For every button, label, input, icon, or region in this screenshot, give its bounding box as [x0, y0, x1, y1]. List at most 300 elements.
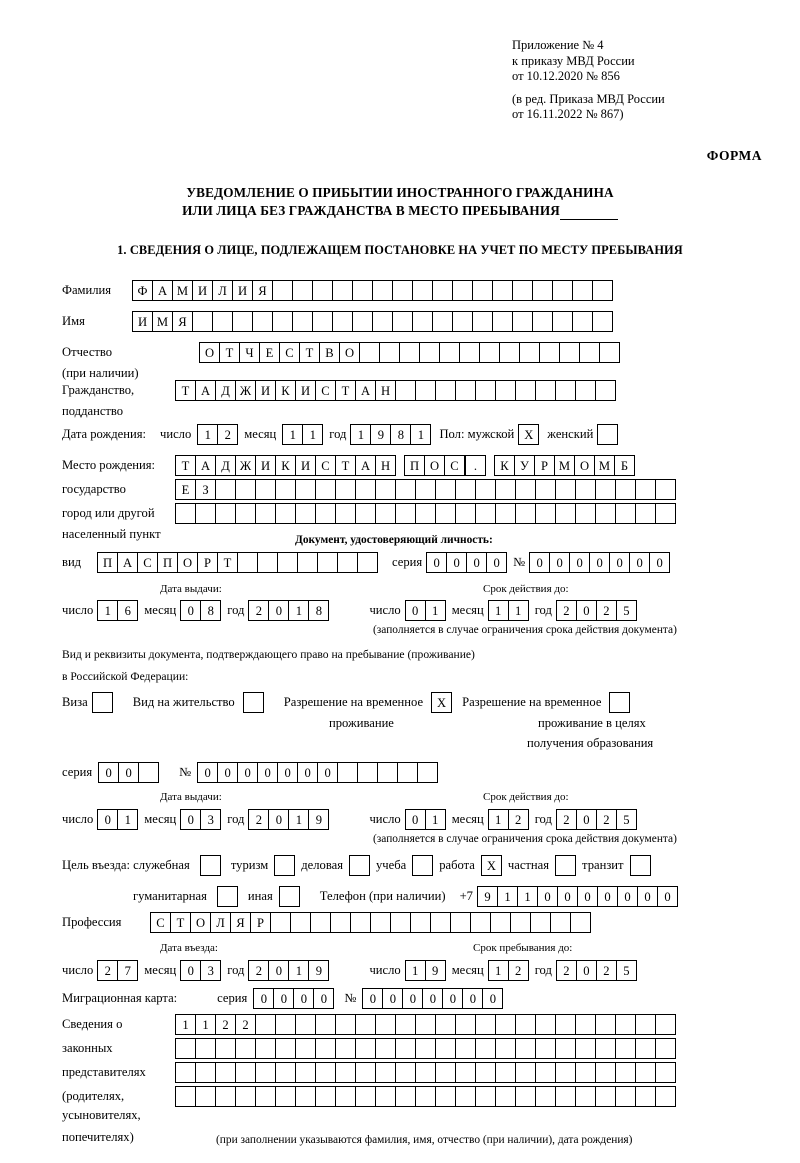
migration-number-input[interactable] — [362, 988, 503, 1009]
legal-rep-row2-cell[interactable] — [335, 1038, 356, 1059]
birth-place-row2-cell[interactable] — [615, 479, 636, 500]
birth-place-row3-cell[interactable] — [475, 503, 496, 524]
profession-cell[interactable] — [350, 912, 371, 933]
citizenship-cell[interactable]: Д — [215, 380, 236, 401]
legal-rep-row1-cell[interactable] — [635, 1014, 656, 1035]
issue-month-cell[interactable]: 8 — [200, 600, 221, 621]
surname-cell[interactable] — [292, 280, 313, 301]
legal-rep-row1-cell[interactable] — [495, 1014, 516, 1035]
birth-place-row3-cell[interactable] — [455, 503, 476, 524]
purpose-humanitarian-checkbox[interactable] — [217, 886, 238, 907]
doc-type-cell[interactable]: П — [157, 552, 178, 573]
birth-place-row2-cell[interactable] — [635, 479, 656, 500]
citizenship-cell[interactable] — [575, 380, 596, 401]
surname-cell[interactable]: А — [152, 280, 173, 301]
surname-cell[interactable] — [372, 280, 393, 301]
valid-day-cell[interactable]: 0 — [405, 600, 426, 621]
birth-place-type-cell[interactable]: С — [444, 455, 465, 476]
surname-cell[interactable] — [592, 280, 613, 301]
surname-cell[interactable]: М — [172, 280, 193, 301]
legal-rep-row2-cell[interactable] — [515, 1038, 536, 1059]
legal-rep-row3-cell[interactable] — [395, 1062, 416, 1083]
surname-cell[interactable] — [312, 280, 333, 301]
permit-valid-day-input[interactable] — [405, 809, 446, 830]
legal-rep-row2-cell[interactable] — [475, 1038, 496, 1059]
patronymic-cell[interactable]: Е — [259, 342, 280, 363]
legal-rep-row2-cell[interactable] — [615, 1038, 636, 1059]
permit-issue-day-input[interactable] — [97, 809, 138, 830]
birth-place-row3-cell[interactable] — [615, 503, 636, 524]
entry-day-input[interactable] — [97, 960, 138, 981]
name-cell[interactable] — [352, 311, 373, 332]
birth-place-city-cell[interactable]: К — [494, 455, 515, 476]
doc-valid-month-input[interactable] — [488, 600, 529, 621]
surname-cell[interactable] — [452, 280, 473, 301]
profession-cell[interactable] — [510, 912, 531, 933]
migration-number-cell[interactable]: 0 — [382, 988, 403, 1009]
legal-rep-row2-cell[interactable] — [195, 1038, 216, 1059]
legal-rep-row1-cell[interactable] — [575, 1014, 596, 1035]
legal-rep-row1-cell[interactable] — [655, 1014, 676, 1035]
birth-place-country-cell[interactable]: И — [295, 455, 316, 476]
surname-cell[interactable] — [392, 280, 413, 301]
legal-rep-row3-cell[interactable] — [335, 1062, 356, 1083]
doc-type-cell[interactable]: С — [137, 552, 158, 573]
edu-residence-checkbox[interactable] — [609, 692, 630, 713]
surname-cell[interactable]: Я — [252, 280, 273, 301]
doc-series-input[interactable] — [426, 552, 507, 573]
purpose-service-checkbox[interactable] — [200, 855, 221, 876]
surname-cell[interactable] — [272, 280, 293, 301]
birth-place-row2-cell[interactable] — [415, 479, 436, 500]
birth-place-row3-cell[interactable] — [215, 503, 236, 524]
legal-rep-row4-cell[interactable] — [275, 1086, 296, 1107]
permit-valid-year-input[interactable] — [556, 809, 637, 830]
citizenship-cell[interactable] — [435, 380, 456, 401]
patronymic-cell[interactable]: О — [339, 342, 360, 363]
doc-type-cell[interactable] — [337, 552, 358, 573]
name-cell[interactable] — [412, 311, 433, 332]
legal-rep-row4-cell[interactable] — [575, 1086, 596, 1107]
surname-cell[interactable] — [572, 280, 593, 301]
legal-rep-row2-cell[interactable] — [395, 1038, 416, 1059]
stay-year-cell[interactable]: 2 — [556, 960, 577, 981]
name-cell[interactable] — [512, 311, 533, 332]
birth-place-row2-cell[interactable] — [275, 479, 296, 500]
migration-series-cell[interactable]: 0 — [313, 988, 334, 1009]
legal-rep-row3-cell[interactable] — [595, 1062, 616, 1083]
valid-year-cell[interactable]: 2 — [596, 600, 617, 621]
birth-place-type-cell[interactable]: О — [424, 455, 445, 476]
legal-rep-row2-cell[interactable] — [455, 1038, 476, 1059]
birth-month-cell[interactable]: 1 — [282, 424, 303, 445]
birth-year-cell[interactable]: 9 — [370, 424, 391, 445]
legal-rep-row1-cell[interactable] — [335, 1014, 356, 1035]
entry-month-cell[interactable]: 3 — [200, 960, 221, 981]
birth-place-row3-cell[interactable] — [575, 503, 596, 524]
patronymic-cell[interactable] — [499, 342, 520, 363]
permit-number-cell[interactable]: 0 — [197, 762, 218, 783]
migration-number-cell[interactable]: 0 — [402, 988, 423, 1009]
stay-day-cell[interactable]: 9 — [425, 960, 446, 981]
name-cell[interactable] — [552, 311, 573, 332]
birth-place-row2-cell[interactable] — [435, 479, 456, 500]
purpose-tourism-checkbox[interactable] — [274, 855, 295, 876]
name-cell[interactable] — [592, 311, 613, 332]
stay-day-input[interactable] — [405, 960, 446, 981]
name-cell[interactable] — [272, 311, 293, 332]
permit-number-cell[interactable]: 0 — [257, 762, 278, 783]
birth-place-row2-input[interactable] — [175, 479, 676, 500]
valid-year-cell[interactable]: 5 — [616, 600, 637, 621]
permit-valid-year-cell[interactable]: 2 — [596, 809, 617, 830]
birth-place-row3-cell[interactable] — [495, 503, 516, 524]
stay-year-cell[interactable]: 0 — [576, 960, 597, 981]
birth-place-row3-cell[interactable] — [375, 503, 396, 524]
legal-rep-row3-cell[interactable] — [255, 1062, 276, 1083]
legal-rep-row1-cell[interactable] — [375, 1014, 396, 1035]
doc-valid-year-input[interactable] — [556, 600, 637, 621]
legal-rep-row2-cell[interactable] — [375, 1038, 396, 1059]
name-cell[interactable]: Я — [172, 311, 193, 332]
birth-place-row2-cell[interactable] — [395, 479, 416, 500]
birth-place-row3-cell[interactable] — [175, 503, 196, 524]
legal-rep-row4-cell[interactable] — [175, 1086, 196, 1107]
legal-rep-row3-cell[interactable] — [195, 1062, 216, 1083]
citizenship-cell[interactable] — [535, 380, 556, 401]
birth-place-row2-cell[interactable]: З — [195, 479, 216, 500]
name-cell[interactable] — [392, 311, 413, 332]
legal-rep-row1-cell[interactable]: 1 — [195, 1014, 216, 1035]
patronymic-cell[interactable] — [519, 342, 540, 363]
legal-rep-row3-cell[interactable] — [315, 1062, 336, 1083]
permit-issue-month-input[interactable] — [180, 809, 221, 830]
name-cell[interactable] — [572, 311, 593, 332]
birth-day-cell[interactable]: 1 — [197, 424, 218, 445]
surname-cell[interactable]: И — [232, 280, 253, 301]
citizenship-input[interactable] — [175, 380, 616, 401]
name-input[interactable] — [132, 311, 613, 332]
citizenship-cell[interactable] — [595, 380, 616, 401]
surname-cell[interactable] — [492, 280, 513, 301]
phone-cell[interactable]: 0 — [597, 886, 618, 907]
stay-month-input[interactable] — [488, 960, 529, 981]
profession-cell[interactable] — [390, 912, 411, 933]
entry-day-cell[interactable]: 2 — [97, 960, 118, 981]
permit-issue-year-cell[interactable]: 1 — [288, 809, 309, 830]
doc-issue-month-input[interactable] — [180, 600, 221, 621]
patronymic-cell[interactable]: Т — [219, 342, 240, 363]
surname-cell[interactable]: Ф — [132, 280, 153, 301]
legal-rep-row4-cell[interactable] — [435, 1086, 456, 1107]
valid-day-cell[interactable]: 1 — [425, 600, 446, 621]
birth-month-input[interactable] — [282, 424, 323, 445]
citizenship-cell[interactable] — [455, 380, 476, 401]
doc-series-cell[interactable]: 0 — [426, 552, 447, 573]
sex-female-checkbox[interactable] — [597, 424, 618, 445]
legal-rep-row1-cell[interactable] — [255, 1014, 276, 1035]
birth-place-country-cell[interactable]: Н — [375, 455, 396, 476]
legal-rep-row4-cell[interactable] — [235, 1086, 256, 1107]
permit-number-cell[interactable]: 0 — [217, 762, 238, 783]
legal-rep-row2-cell[interactable] — [175, 1038, 196, 1059]
birth-place-country-cell[interactable]: И — [255, 455, 276, 476]
birth-place-row2-cell[interactable]: Е — [175, 479, 196, 500]
stay-month-cell[interactable]: 2 — [508, 960, 529, 981]
legal-rep-row3-cell[interactable] — [455, 1062, 476, 1083]
patronymic-cell[interactable]: О — [199, 342, 220, 363]
citizenship-cell[interactable] — [555, 380, 576, 401]
birth-place-row2-cell[interactable] — [495, 479, 516, 500]
phone-cell[interactable]: 0 — [657, 886, 678, 907]
permit-number-cell[interactable]: 0 — [237, 762, 258, 783]
permit-issue-day-cell[interactable]: 0 — [97, 809, 118, 830]
legal-rep-row4-input[interactable] — [175, 1086, 676, 1107]
birth-place-row3-cell[interactable] — [435, 503, 456, 524]
legal-rep-row3-cell[interactable] — [655, 1062, 676, 1083]
permit-series-cell[interactable]: 0 — [118, 762, 139, 783]
legal-rep-row2-cell[interactable] — [635, 1038, 656, 1059]
legal-rep-row4-cell[interactable] — [535, 1086, 556, 1107]
birth-place-country-cell[interactable]: Т — [175, 455, 196, 476]
stay-year-cell[interactable]: 5 — [616, 960, 637, 981]
birth-place-row3-cell[interactable] — [555, 503, 576, 524]
permit-number-cell[interactable]: 0 — [317, 762, 338, 783]
visa-checkbox[interactable] — [92, 692, 113, 713]
legal-rep-row1-cell[interactable] — [615, 1014, 636, 1035]
birth-year-input[interactable] — [350, 424, 431, 445]
citizenship-cell[interactable]: И — [295, 380, 316, 401]
phone-cell[interactable]: 0 — [537, 886, 558, 907]
profession-cell[interactable] — [470, 912, 491, 933]
legal-rep-row2-cell[interactable] — [255, 1038, 276, 1059]
legal-rep-row2-cell[interactable] — [595, 1038, 616, 1059]
citizenship-cell[interactable] — [415, 380, 436, 401]
birth-place-row2-cell[interactable] — [515, 479, 536, 500]
birth-place-row2-cell[interactable] — [255, 479, 276, 500]
citizenship-cell[interactable] — [475, 380, 496, 401]
birth-year-cell[interactable]: 8 — [390, 424, 411, 445]
stay-year-input[interactable] — [556, 960, 637, 981]
patronymic-cell[interactable] — [419, 342, 440, 363]
permit-valid-day-cell[interactable]: 0 — [405, 809, 426, 830]
birth-place-row2-cell[interactable] — [295, 479, 316, 500]
profession-cell[interactable] — [330, 912, 351, 933]
legal-rep-row1-cell[interactable]: 1 — [175, 1014, 196, 1035]
name-cell[interactable] — [312, 311, 333, 332]
stay-day-cell[interactable]: 1 — [405, 960, 426, 981]
permit-number-input[interactable] — [197, 762, 438, 783]
doc-type-cell[interactable]: А — [117, 552, 138, 573]
legal-rep-row3-cell[interactable] — [235, 1062, 256, 1083]
doc-type-cell[interactable]: П — [97, 552, 118, 573]
birth-day-input[interactable] — [197, 424, 238, 445]
permit-issue-year-cell[interactable]: 2 — [248, 809, 269, 830]
legal-rep-row3-cell[interactable] — [275, 1062, 296, 1083]
purpose-other-checkbox[interactable] — [279, 886, 300, 907]
legal-rep-row2-cell[interactable] — [535, 1038, 556, 1059]
birth-day-cell[interactable]: 2 — [217, 424, 238, 445]
permit-valid-year-cell[interactable]: 0 — [576, 809, 597, 830]
legal-rep-row3-cell[interactable] — [435, 1062, 456, 1083]
name-cell[interactable]: И — [132, 311, 153, 332]
citizenship-cell[interactable] — [395, 380, 416, 401]
issue-day-cell[interactable]: 6 — [117, 600, 138, 621]
issue-year-cell[interactable]: 2 — [248, 600, 269, 621]
legal-rep-row3-cell[interactable] — [535, 1062, 556, 1083]
legal-rep-row1-cell[interactable] — [475, 1014, 496, 1035]
profession-cell[interactable]: Т — [170, 912, 191, 933]
residence-permit-checkbox[interactable] — [243, 692, 264, 713]
birth-place-row3-cell[interactable] — [235, 503, 256, 524]
permit-issue-month-cell[interactable]: 0 — [180, 809, 201, 830]
patronymic-cell[interactable] — [459, 342, 480, 363]
profession-cell[interactable] — [270, 912, 291, 933]
legal-rep-row2-cell[interactable] — [415, 1038, 436, 1059]
birth-place-row2-cell[interactable] — [315, 479, 336, 500]
legal-rep-row3-cell[interactable] — [295, 1062, 316, 1083]
legal-rep-row4-cell[interactable] — [595, 1086, 616, 1107]
migration-number-cell[interactable]: 0 — [442, 988, 463, 1009]
doc-issue-year-input[interactable] — [248, 600, 329, 621]
purpose-business-checkbox[interactable] — [349, 855, 370, 876]
migration-number-cell[interactable]: 0 — [362, 988, 383, 1009]
legal-rep-row3-cell[interactable] — [415, 1062, 436, 1083]
birth-year-cell[interactable]: 1 — [350, 424, 371, 445]
legal-rep-row4-cell[interactable] — [615, 1086, 636, 1107]
permit-number-cell[interactable] — [417, 762, 438, 783]
legal-rep-row2-cell[interactable] — [555, 1038, 576, 1059]
surname-cell[interactable] — [512, 280, 533, 301]
legal-rep-row1-cell[interactable] — [395, 1014, 416, 1035]
phone-cell[interactable]: 0 — [637, 886, 658, 907]
patronymic-cell[interactable] — [599, 342, 620, 363]
legal-rep-row2-cell[interactable] — [355, 1038, 376, 1059]
legal-rep-row3-cell[interactable] — [375, 1062, 396, 1083]
purpose-study-checkbox[interactable] — [412, 855, 433, 876]
legal-rep-row1-cell[interactable] — [555, 1014, 576, 1035]
citizenship-cell[interactable]: И — [255, 380, 276, 401]
profession-cell[interactable] — [450, 912, 471, 933]
birth-place-row2-cell[interactable] — [235, 479, 256, 500]
name-cell[interactable] — [192, 311, 213, 332]
profession-cell[interactable]: Л — [210, 912, 231, 933]
temp-residence-checkbox[interactable]: X — [431, 692, 452, 713]
permit-number-cell[interactable] — [357, 762, 378, 783]
birth-month-cell[interactable]: 1 — [302, 424, 323, 445]
purpose-private-checkbox[interactable] — [555, 855, 576, 876]
legal-rep-row2-cell[interactable] — [655, 1038, 676, 1059]
patronymic-cell[interactable] — [539, 342, 560, 363]
legal-rep-row3-cell[interactable] — [555, 1062, 576, 1083]
doc-type-cell[interactable] — [297, 552, 318, 573]
name-cell[interactable] — [332, 311, 353, 332]
birth-place-country-input[interactable] — [175, 455, 396, 476]
birth-place-row2-cell[interactable] — [355, 479, 376, 500]
purpose-transit-checkbox[interactable] — [630, 855, 651, 876]
legal-rep-row3-cell[interactable] — [495, 1062, 516, 1083]
entry-day-cell[interactable]: 7 — [117, 960, 138, 981]
patronymic-cell[interactable] — [359, 342, 380, 363]
stay-year-cell[interactable]: 2 — [596, 960, 617, 981]
permit-issue-month-cell[interactable]: 3 — [200, 809, 221, 830]
legal-rep-row4-cell[interactable] — [515, 1086, 536, 1107]
surname-cell[interactable] — [332, 280, 353, 301]
legal-rep-row3-cell[interactable] — [475, 1062, 496, 1083]
patronymic-input[interactable] — [199, 342, 620, 363]
surname-cell[interactable] — [472, 280, 493, 301]
name-cell[interactable] — [432, 311, 453, 332]
legal-rep-row4-cell[interactable] — [315, 1086, 336, 1107]
legal-rep-row4-cell[interactable] — [355, 1086, 376, 1107]
legal-rep-row3-cell[interactable] — [615, 1062, 636, 1083]
issue-year-cell[interactable]: 1 — [288, 600, 309, 621]
doc-number-input[interactable] — [529, 552, 670, 573]
birth-place-city-cell[interactable]: М — [554, 455, 575, 476]
legal-rep-row1-cell[interactable] — [535, 1014, 556, 1035]
doc-valid-day-input[interactable] — [405, 600, 446, 621]
sex-male-checkbox[interactable]: X — [518, 424, 539, 445]
profession-cell[interactable] — [310, 912, 331, 933]
name-cell[interactable] — [472, 311, 493, 332]
citizenship-cell[interactable] — [515, 380, 536, 401]
migration-series-cell[interactable]: 0 — [273, 988, 294, 1009]
birth-year-cell[interactable]: 1 — [410, 424, 431, 445]
legal-rep-row2-cell[interactable] — [495, 1038, 516, 1059]
patronymic-cell[interactable]: Ч — [239, 342, 260, 363]
patronymic-cell[interactable]: В — [319, 342, 340, 363]
permit-number-cell[interactable]: 0 — [297, 762, 318, 783]
issue-year-cell[interactable]: 8 — [308, 600, 329, 621]
migration-series-input[interactable] — [253, 988, 334, 1009]
legal-rep-row2-cell[interactable] — [315, 1038, 336, 1059]
patronymic-cell[interactable] — [579, 342, 600, 363]
legal-rep-row4-cell[interactable] — [255, 1086, 276, 1107]
doc-number-cell[interactable]: 0 — [609, 552, 630, 573]
doc-number-cell[interactable]: 0 — [529, 552, 550, 573]
entry-year-cell[interactable]: 1 — [288, 960, 309, 981]
profession-cell[interactable]: Я — [230, 912, 251, 933]
legal-rep-row4-cell[interactable] — [475, 1086, 496, 1107]
birth-place-city-cell[interactable]: Р — [534, 455, 555, 476]
birth-place-country-cell[interactable]: Д — [215, 455, 236, 476]
birth-place-row3-cell[interactable] — [515, 503, 536, 524]
name-cell[interactable]: М — [152, 311, 173, 332]
legal-rep-row3-input[interactable] — [175, 1062, 676, 1083]
name-cell[interactable] — [252, 311, 273, 332]
legal-rep-row1-cell[interactable] — [275, 1014, 296, 1035]
birth-place-dot-input[interactable] — [465, 455, 486, 476]
birth-place-dot-cell[interactable]: . — [465, 455, 486, 476]
legal-rep-row1-cell[interactable] — [595, 1014, 616, 1035]
legal-rep-row2-cell[interactable] — [215, 1038, 236, 1059]
valid-month-cell[interactable]: 1 — [508, 600, 529, 621]
legal-rep-row4-cell[interactable] — [495, 1086, 516, 1107]
doc-type-cell[interactable] — [317, 552, 338, 573]
citizenship-cell[interactable]: Н — [375, 380, 396, 401]
legal-rep-row1-cell[interactable] — [355, 1014, 376, 1035]
profession-cell[interactable] — [290, 912, 311, 933]
name-cell[interactable] — [532, 311, 553, 332]
citizenship-cell[interactable]: К — [275, 380, 296, 401]
legal-rep-row4-cell[interactable] — [195, 1086, 216, 1107]
legal-rep-row2-cell[interactable] — [235, 1038, 256, 1059]
permit-valid-month-cell[interactable]: 2 — [508, 809, 529, 830]
surname-cell[interactable] — [432, 280, 453, 301]
legal-rep-row1-cell[interactable]: 2 — [235, 1014, 256, 1035]
permit-valid-year-cell[interactable]: 2 — [556, 809, 577, 830]
permit-number-cell[interactable] — [397, 762, 418, 783]
